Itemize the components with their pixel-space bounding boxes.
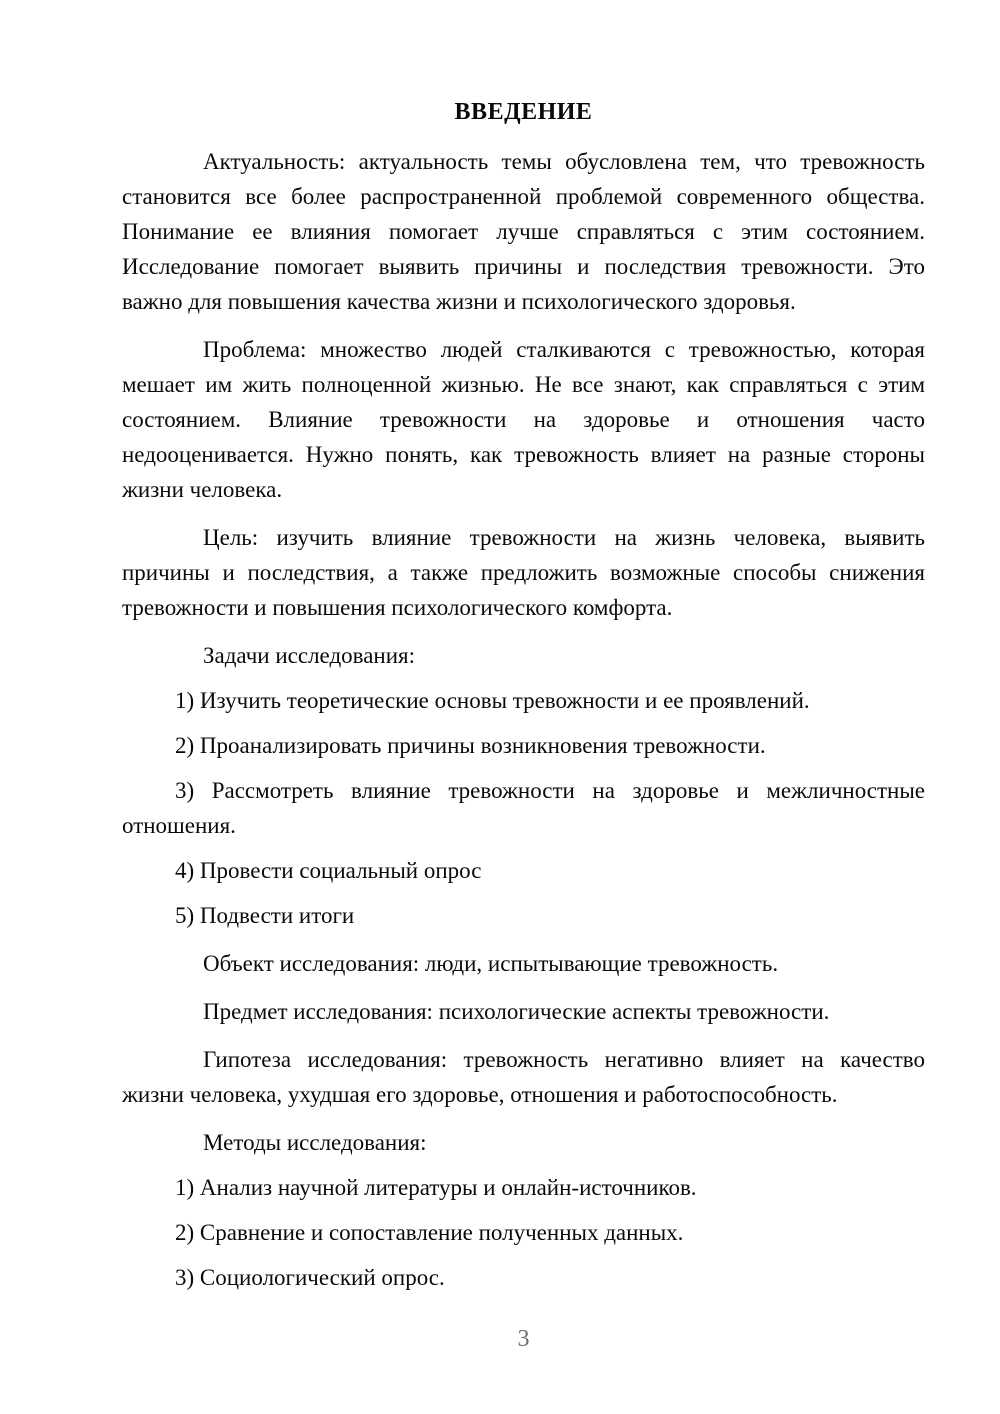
task-item-2: 2) Проанализировать причины возникновения тревожности. xyxy=(175,733,766,758)
paragraph-relevance: Актуальность: актуальность темы обусловлена тем, что тревожность становится все более распространенной проблемой современного общества. Понимание ее влияния помогает лучше справляться с этим состоянием. Исследование помогает выявить причины и последствия тревожности. Это важно для повышения качества жизни и психологического здоровья. xyxy=(122,149,925,314)
task-item-4: 4) Провести социальный опрос xyxy=(175,858,482,883)
paragraph-problem: Проблема: множество людей сталкиваются с тревожностью, которая мешает им жить полноценной жизнью. Не все знают, как справляться с этим состоянием. Влияние тревожности на здоровье и отношения часто недооценивается. Нужно понять, как тревожность влияет на разные стороны жизни человека. xyxy=(122,337,925,502)
paragraph-hypothesis: Гипотеза исследования: тревожность негативно влияет на качество жизни человека, ухудшая его здоровье, отношения и работоспособность. xyxy=(122,1047,925,1107)
method-item-1: 1) Анализ научной литературы и онлайн-источников. xyxy=(175,1175,697,1200)
paragraph-methods-heading: Методы исследования: xyxy=(203,1130,427,1155)
task-item-1: 1) Изучить теоретические основы тревожности и ее проявлений. xyxy=(175,688,810,713)
task-item-5: 5) Подвести итоги xyxy=(175,903,355,928)
task-item-3: 3) Рассмотреть влияние тревожности на здоровье и межличностные отношения. xyxy=(122,778,925,838)
paragraph-subject: Предмет исследования: психологические аспекты тревожности. xyxy=(203,999,830,1024)
method-item-2: 2) Сравнение и сопоставление полученных данных. xyxy=(175,1220,684,1245)
paragraph-tasks-heading: Задачи исследования: xyxy=(203,643,416,668)
document-content xyxy=(122,94,925,1295)
page-number: 3 xyxy=(517,1326,530,1352)
paragraph-object: Объект исследования: люди, испытывающие тревожность. xyxy=(203,951,779,976)
page-title: ВВЕДЕНИЕ xyxy=(454,99,593,125)
method-item-3: 3) Социологический опрос. xyxy=(175,1265,445,1290)
paragraph-goal: Цель: изучить влияние тревожности на жизнь человека, выявить причины и последствия, а также предложить возможные способы снижения тревожности и повышения психологического комфорта. xyxy=(122,525,925,620)
